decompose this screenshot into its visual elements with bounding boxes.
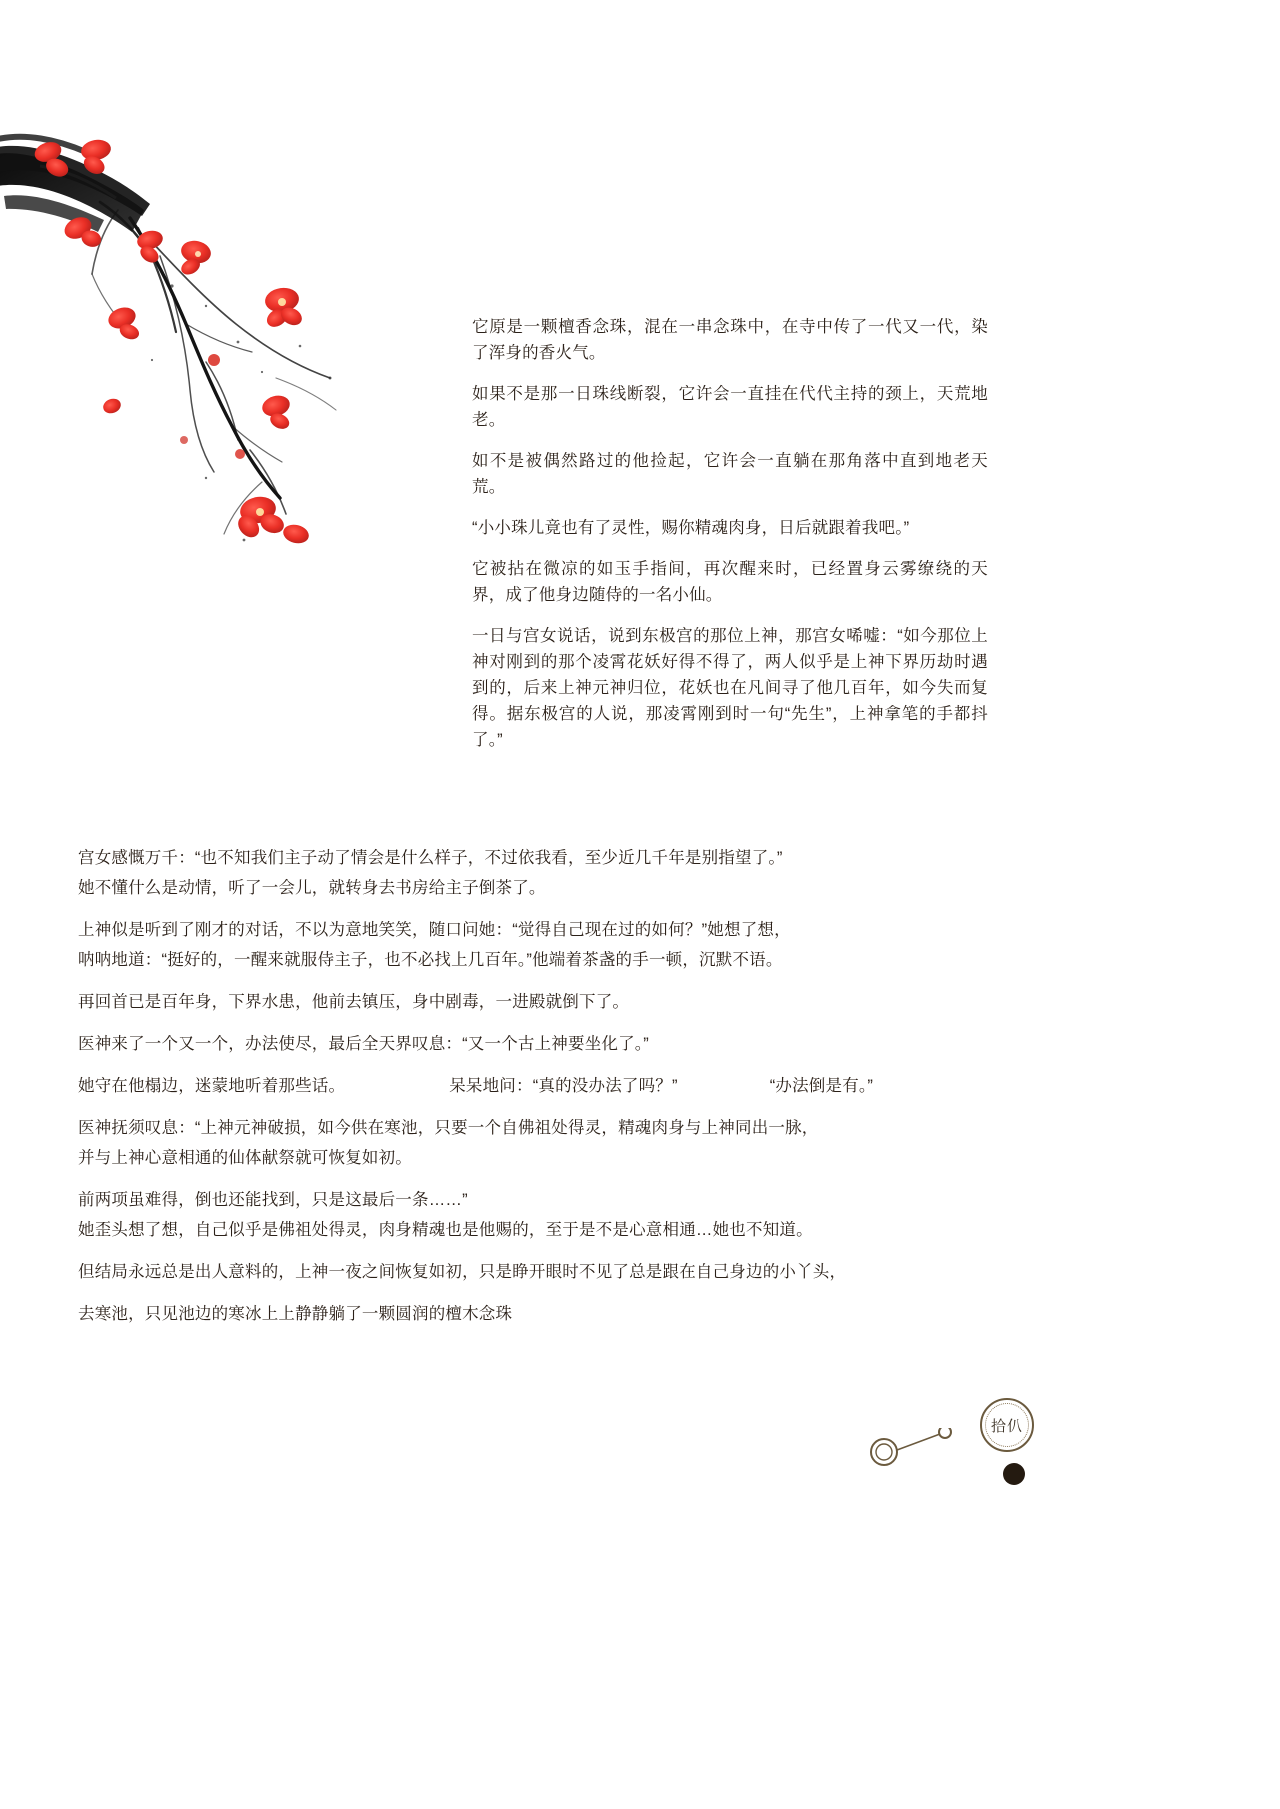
text-line: 她不懂什么是动情，听了一会儿，就转身去书房给主子倒茶了。 bbox=[78, 879, 546, 897]
text-line: 前两项虽难得，倒也还能找到，只是这最后一条……” bbox=[78, 1191, 468, 1209]
text-line: 再回首已是百年身，下界水患，他前去镇压，身中剧毒，一进殿就倒下了。 bbox=[78, 993, 630, 1011]
text-line: 去寒池，只见池边的寒冰上上静静躺了一颗圆润的檀木念珠 bbox=[78, 1305, 513, 1323]
upper-text-column bbox=[472, 314, 988, 753]
plum-blossom-ink-painting bbox=[0, 110, 420, 600]
text-segment: “办法倒是有。” bbox=[769, 1077, 874, 1095]
text-line: 并与上神心意相通的仙体献祭就可恢复如初。 bbox=[78, 1149, 412, 1167]
page-number-badge: 拾仈 bbox=[980, 1398, 1034, 1452]
paragraph: 如不是被偶然路过的他捡起，它许会一直躺在那角落中直到地老天荒。 bbox=[472, 452, 988, 496]
text-line: 但结局永远总是出人意料的，上神一夜之间恢复如初，只是睁开眼时不见了总是跟在自己身边的小丫头， bbox=[78, 1263, 847, 1281]
lower-text-block bbox=[78, 843, 1208, 1329]
paragraph: “小小珠儿竟也有了灵性，赐你精魂肉身，日后就跟着我吧。” bbox=[472, 519, 910, 537]
page-number-ornament bbox=[862, 1398, 1042, 1508]
text-line: 她歪头想了想，自己似乎是佛祖处得灵，肉身精魂也是他赐的，至于是不是心意相通…她也不知道。 bbox=[78, 1221, 813, 1239]
ink-trunk-stroke bbox=[0, 137, 150, 232]
text-line: 医神来了一个又一个，办法使尽，最后全天界叹息：“又一个古上神要坐化了。” bbox=[78, 1035, 649, 1053]
text-line-composite bbox=[78, 1071, 1208, 1101]
ink-branch bbox=[92, 202, 336, 534]
text-line: 上神似是听到了刚才的对话，不以为意地笑笑，随口问她：“觉得自己现在过的如何？”她想了想， bbox=[78, 921, 791, 939]
paragraph: 一日与宫女说话，说到东极宫的那位上神，那宫女唏嘘：“如今那位上神对刚到的那个凌霄花妖好得不得了，两人似乎是上神下界历劫时遇到的，后来上神元神归位，花妖也在凡间寻了他几百年，如今失而复得。据东极宫的人说，那凌霄刚到时一句“先生”，上神拿笔的手都抖了。” bbox=[472, 627, 988, 749]
plum-blossoms bbox=[32, 138, 311, 546]
folio-connector-icon bbox=[862, 1428, 1042, 1508]
text-line: 医神抚须叹息：“上神元神破损，如今供在寒池，只要一个自佛祖处得灵，精魂肉身与上神同出一脉， bbox=[78, 1119, 819, 1137]
text-line: 宫女感慨万千：“也不知我们主子动了情会是什么样子，不过依我看，至少近几千年是别指望了。” bbox=[78, 849, 783, 867]
paragraph: 它被拈在微凉的如玉手指间，再次醒来时，已经置身云雾缭绕的天界，成了他身边随侍的一名小仙。 bbox=[472, 560, 988, 604]
paragraph: 它原是一颗檀香念珠，混在一串念珠中，在寺中传了一代又一代，染了浑身的香火气。 bbox=[472, 318, 988, 362]
text-segment: 呆呆地问：“真的没办法了吗？” bbox=[449, 1077, 678, 1095]
text-segment: 她守在他榻边，迷蒙地听着那些话。 bbox=[78, 1077, 346, 1095]
text-line: 呐呐地道：“挺好的，一醒来就服侍主子，也不必找上几百年。”他端着茶盏的手一顿，沉默不语。 bbox=[78, 951, 783, 969]
paragraph: 如果不是那一日珠线断裂，它许会一直挂在代代主持的颈上，天荒地老。 bbox=[472, 385, 988, 429]
ink-speckles bbox=[151, 284, 332, 541]
